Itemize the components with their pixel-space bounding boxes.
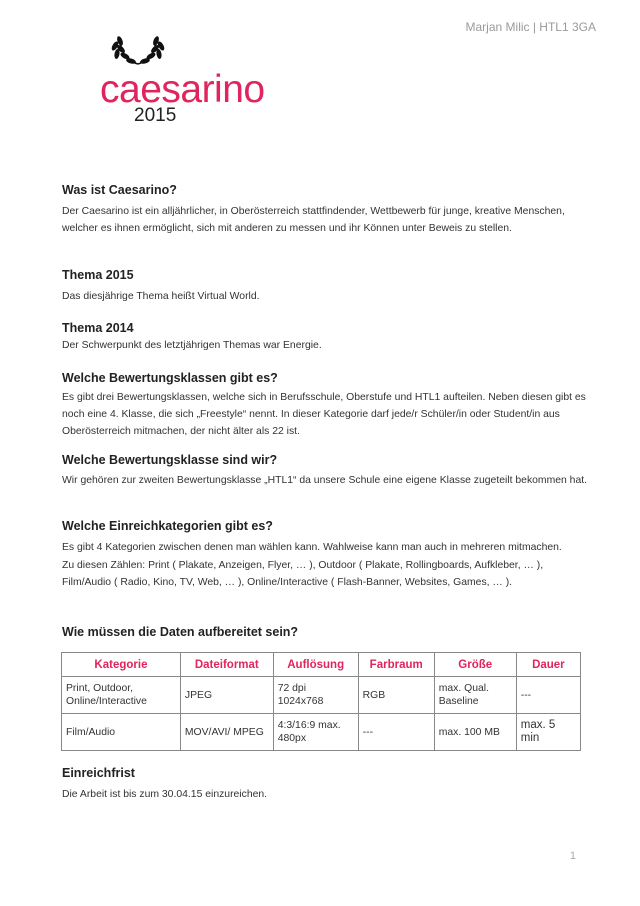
section-text: Es gibt drei Bewertungsklassen, welche sich in Berufsschule, Oberstufe und HTL1 aufteilen. Neben diesen gibt es noch eine 4. Klasse, die sich „Freestyle“ nennt. In dieser Kategorie darf jede/r Schüler/in oder Student/in aus Oberösterreich mitmachen, der nicht älter als 22 ist. [62, 392, 586, 437]
section-daten-aufbereitung [62, 624, 298, 640]
table-cell: max. Qual. Baseline [434, 677, 516, 714]
section-heading: Thema 2014 [62, 321, 134, 335]
logo-year: 2015 [134, 105, 177, 126]
section-heading: Welche Bewertungsklasse sind wir? [62, 453, 278, 467]
table-cell: 4:3/16:9 max. 480px [273, 714, 358, 751]
table-cell: --- [358, 714, 434, 751]
table-row [62, 714, 581, 751]
table-cell: --- [516, 677, 580, 714]
table-cell: JPEG [180, 677, 273, 714]
section-heading: Welche Bewertungsklassen gibt es? [62, 371, 278, 385]
table-cell: max. 5 min [516, 714, 580, 751]
column-header-dauer: Dauer [516, 653, 580, 677]
table-cell: Film/Audio [62, 714, 181, 751]
section-heading: Wie müssen die Daten aufbereitet sein? [62, 625, 299, 639]
column-header-groesse: Größe [434, 653, 516, 677]
column-header-kategorie: Kategorie [62, 653, 181, 677]
table-row [62, 677, 581, 714]
section-text: Es gibt 4 Kategorien zwischen denen man wählen kann. Wahlweise kann man auch in mehreren mitmachen. [62, 542, 562, 553]
column-header-farbraum: Farbraum [358, 653, 434, 677]
document-author: Marjan Milic | HTL1 3GA [465, 20, 596, 34]
section-unsere-klasse [62, 452, 587, 489]
caesarino-logo [100, 34, 265, 130]
table-cell: Print, Outdoor, Online/Interactive [62, 677, 181, 714]
section-bewertungsklassen [62, 370, 590, 440]
column-header-aufloesung: Auflösung [273, 653, 358, 677]
section-einreichkategorien [62, 518, 590, 591]
table-cell: 72 dpi 1024x768 [273, 677, 358, 714]
section-text: Der Caesarino ist ein alljährlicher, in Oberösterreich stattfindender, Wettbewerb für junge, kreative Menschen, welcher es ihnen ermöglicht, sich mit anderen zu messen und ihr Können unter Beweis zu stellen. [62, 206, 565, 234]
section-thema-2014 [62, 320, 322, 354]
table-header-row [62, 653, 581, 677]
table-cell: max. 100 MB [434, 714, 516, 751]
table-cell: MOV/AVI/ MPEG [180, 714, 273, 751]
section-heading: Einreichfrist [62, 766, 135, 780]
section-was-ist-caesarino [62, 182, 590, 237]
section-heading: Thema 2015 [62, 268, 134, 282]
column-header-dateiformat: Dateiformat [180, 653, 273, 677]
section-heading: Was ist Caesarino? [62, 183, 177, 197]
section-text: Der Schwerpunkt des letztjährigen Themas war Energie. [62, 340, 322, 351]
section-text: Die Arbeit ist bis zum 30.04.15 einzureichen. [62, 789, 268, 800]
data-format-table [61, 652, 581, 751]
section-einreichfrist [62, 765, 267, 803]
section-text-categories: Zu diesen Zählen: Print ( Plakate, Anzeigen, Flyer, … ), Outdoor ( Plakate, Rollingboards, Aufkleber, … ), Film/Audio ( Radio, Kino, TV, Web, … ), Online/Interactive ( Flash-Banner, Websites, Games, … ). [62, 560, 544, 588]
section-thema-2015 [62, 267, 260, 305]
section-heading: Welche Einreichkategorien gibt es? [62, 519, 273, 533]
table-cell: RGB [358, 677, 434, 714]
logo-wordmark: caesarino [100, 68, 265, 111]
section-text: Das diesjährige Thema heißt Virtual World. [62, 291, 260, 302]
page-number: 1 [569, 850, 576, 862]
section-text: Wir gehören zur zweiten Bewertungsklasse „HTL1“ da unsere Schule eine eigene Klasse zugeteilt bekommen hat. [62, 475, 588, 486]
